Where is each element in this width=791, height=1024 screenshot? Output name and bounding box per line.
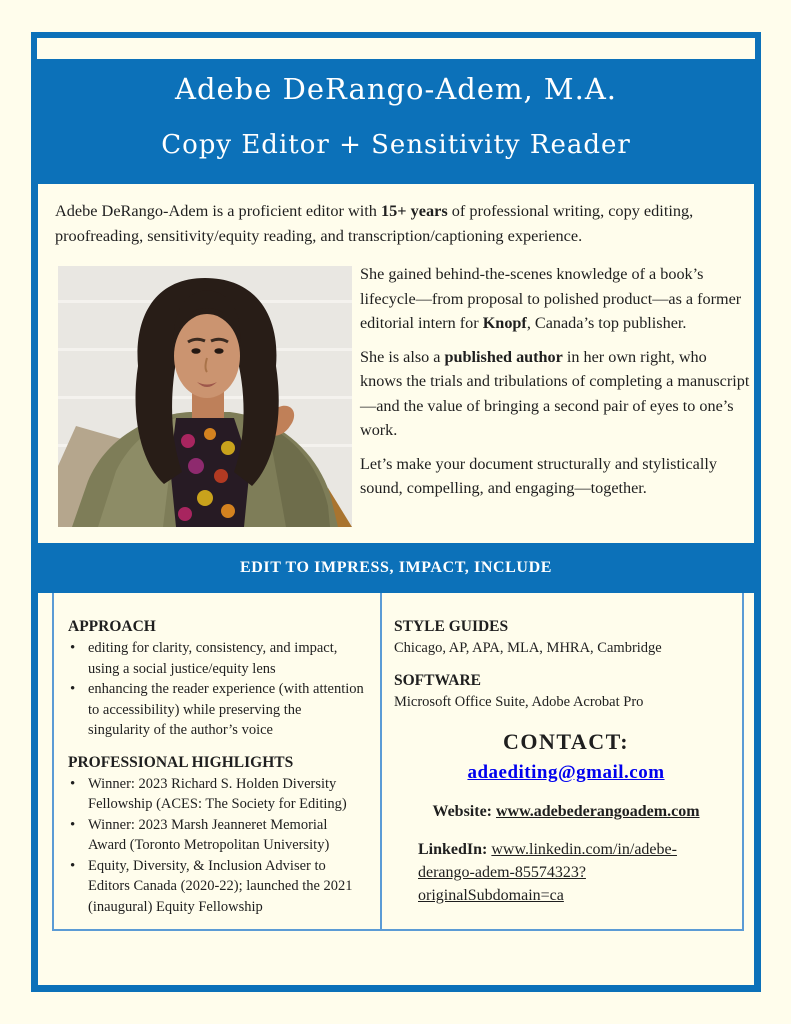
right-column (394, 618, 738, 907)
list-item: • Equity, Diversity, & Inclusion Adviser to Editors Canada (2020-22); launched the 2021 (inaugural) Equity Fellowship (68, 856, 366, 918)
style-guides-value: Chicago, AP, APA, MLA, MHRA, Cambridge (394, 640, 662, 656)
highlights-heading: PROFESSIONAL HIGHLIGHTS (68, 753, 294, 771)
list-item: • enhancing the reader experience (with attention to accessibility) while preserving the singularity of the author’s voice (68, 679, 366, 741)
slogan-banner (31, 543, 761, 593)
contact-heading: CONTACT: (502, 729, 630, 754)
email-link[interactable]: adaediting@gmail.com (467, 762, 665, 783)
style-guides-heading: STYLE GUIDES (394, 618, 509, 635)
left-column (68, 618, 366, 917)
approach-heading: APPROACH (68, 618, 156, 635)
header-block (31, 32, 761, 184)
page-title: Adebe DeRango-Adem, M.A. (175, 72, 617, 106)
highlights-list (68, 774, 366, 918)
software-heading: SOFTWARE (394, 671, 481, 689)
software-value: Microsoft Office Suite, Adobe Acrobat Pro (394, 693, 644, 710)
portrait-photo (58, 266, 352, 527)
page-frame-bottom (31, 985, 761, 992)
website-link[interactable]: Website: www.adebederangoadem.com (432, 803, 700, 820)
list-item: • editing for clarity, consistency, and impact, using a social justice/equity lens (68, 638, 366, 679)
about-section (360, 262, 752, 510)
details-box (52, 593, 744, 931)
list-item: • Winner: 2023 Richard S. Holden Diversity Fellowship (ACES: The Society for Editing) (68, 774, 366, 815)
list-item: • Winner: 2023 Marsh Jeanneret Memorial Award (Toronto Metropolitan University) (68, 815, 366, 856)
about-paragraph-2: She is also a published author in her own right, who knows the trials and tribulations of completing a manuscript—and the value of bringing a second pair of eyes to one’s work. (360, 347, 750, 439)
header-accent-stripe (37, 38, 755, 59)
approach-list (68, 638, 366, 741)
page-subtitle: Copy Editor + Sensitivity Reader (161, 130, 631, 160)
slogan-text: EDIT TO IMPRESS, IMPACT, INCLUDE (240, 559, 552, 576)
column-divider (380, 593, 382, 929)
about-paragraph-1: She gained behind-the-scenes knowledge of a book’s lifecycle—from proposal to polished product—as a former editorial intern for Knopf, Canada’s top publisher. (360, 265, 742, 332)
linkedin-link[interactable]: LinkedIn: www.linkedin.com/in/adebe-derango-adem-85574323?originalSubdomain=ca (418, 841, 677, 904)
intro-paragraph: Adebe DeRango-Adem is a proficient editor with 15+ years of professional writing, copy editing, proofreading, sensitivity/equity reading, and transcription/captioning experience. (55, 201, 694, 245)
about-paragraph-3: Let’s make your document structurally and stylistically sound, compelling, and engaging—together. (360, 454, 717, 497)
